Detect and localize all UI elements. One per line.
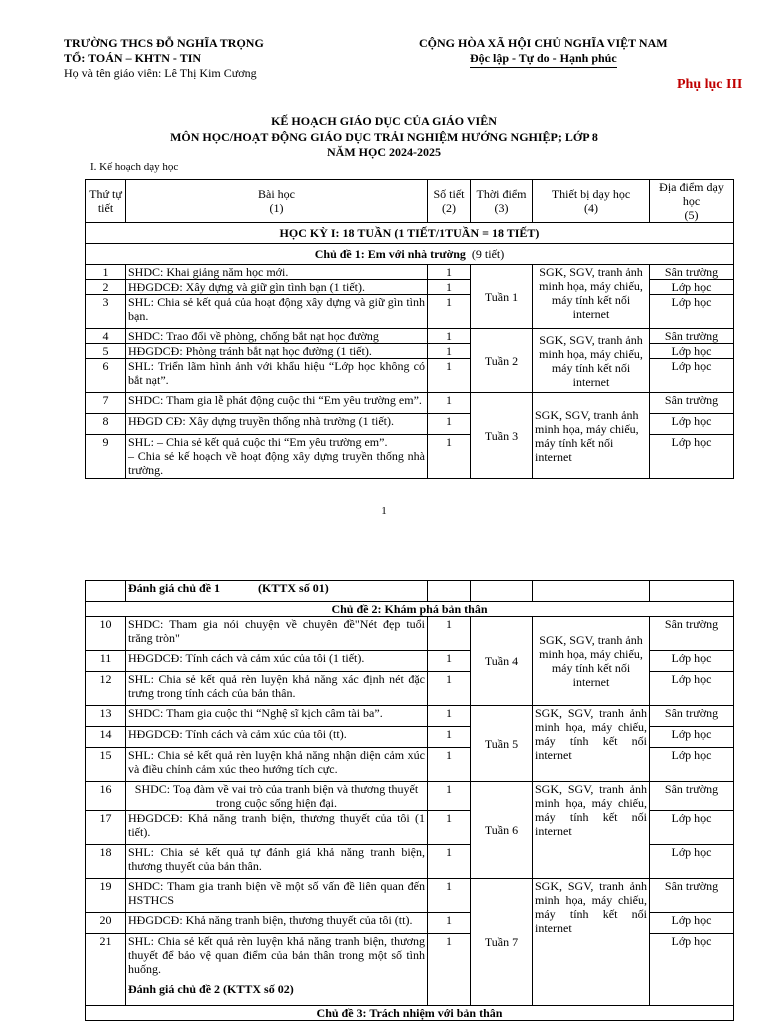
lesson-cell: SHL: – Chia sẻ kết quả cuộc thi “Em yêu trường em”. – Chia sẻ kế hoạch về hoạt động xây dựng truyền thống nhà trường. — [126, 435, 428, 479]
location-cell: Sân trường — [650, 706, 734, 727]
header-order: Thứ tự tiết — [86, 180, 126, 223]
row-number: 5 — [86, 344, 126, 359]
lesson-cell: SHDC: Tham gia lễ phát động cuộc thi “Em yêu trường em”. — [126, 393, 428, 414]
lesson-cell: HĐGDCĐ: Khả năng tranh biện, thương thuyết của tôi (tt). — [126, 913, 428, 934]
lesson-cell: HĐGDCĐ: Tính cách và cảm xúc của tôi (1 tiết). — [126, 651, 428, 672]
week-cell: Tuần 4 — [471, 617, 533, 706]
periods-cell: 1 — [428, 879, 471, 913]
location-cell: Sân trường — [650, 329, 734, 344]
row-number: 21 — [86, 934, 126, 1006]
row-number: 6 — [86, 359, 126, 393]
periods-cell: 1 — [428, 934, 471, 1006]
equipment-cell: SGK, SGV, tranh ảnh minh họa, máy chiếu, máy tính kết nối internet — [533, 329, 650, 393]
lesson-plan-table-page-1 — [85, 179, 734, 479]
table-row — [86, 329, 734, 344]
location-cell: Lớp học — [650, 934, 734, 1006]
periods-cell: 1 — [428, 672, 471, 706]
row-number: 15 — [86, 748, 126, 782]
evaluation-2: Đánh giá chủ đề 2 (KTTX số 02) — [128, 982, 294, 996]
table-row — [86, 879, 734, 913]
location-cell: Sân trường — [650, 617, 734, 651]
appendix-label: Phụ lục III — [677, 77, 743, 92]
topic-1-heading: Chủ đề 1: Em với nhà trường (9 tiết) — [86, 244, 734, 265]
row-number: 13 — [86, 706, 126, 727]
week-cell: Tuần 2 — [471, 329, 533, 393]
school-name: TRƯỜNG THCS ĐỖ NGHĨA TRỌNG — [64, 36, 264, 50]
row-number: 19 — [86, 879, 126, 913]
nation-title: CỘNG HÒA XÃ HỘI CHỦ NGHĨA VIỆT NAM — [419, 36, 668, 50]
school-year: NĂM HỌC 2024-2025 — [327, 145, 441, 159]
periods-cell: 1 — [428, 845, 471, 879]
periods-cell: 1 — [428, 344, 471, 359]
periods-cell: 1 — [428, 280, 471, 295]
location-cell: Lớp học — [650, 748, 734, 782]
lesson-cell: HĐGDCĐ: Phòng tránh bắt nạt học đường (1 tiết). — [126, 344, 428, 359]
periods-cell: 1 — [428, 811, 471, 845]
table-row — [86, 782, 734, 811]
row-number: 9 — [86, 435, 126, 479]
lesson-cell: SHL: Chia sẻ kết quả rèn luyện khả năng tranh biện, thương thuyết để bảo vệ quan điểm của bản thân trong một số tình huống. Đánh giá chủ đề 2 (KTTX số 02) — [126, 934, 428, 1006]
header-time: Thời điểm (3) — [471, 180, 533, 223]
lesson-cell: HĐGDCĐ: Xây dựng và giữ gìn tình bạn (1 tiết). — [126, 280, 428, 295]
table-row — [86, 617, 734, 651]
week-cell: Tuần 7 — [471, 879, 533, 1006]
location-cell: Lớp học — [650, 344, 734, 359]
table-row — [86, 706, 734, 727]
equipment-cell: SGK, SGV, tranh ảnh minh họa, máy chiếu, máy tính kết nối internet — [533, 393, 650, 479]
periods-cell: 1 — [428, 295, 471, 329]
row-number: 18 — [86, 845, 126, 879]
equipment-cell: SGK, SGV, tranh ảnh minh họa, máy chiếu, máy tính kết nối internet — [533, 265, 650, 329]
lesson-plan-table-page-2 — [85, 580, 734, 1021]
location-cell: Sân trường — [650, 879, 734, 913]
evaluation-1-cell: Đánh giá chủ đề 1 (KTTX số 01) — [126, 581, 428, 602]
location-cell: Lớp học — [650, 672, 734, 706]
row-number: 8 — [86, 414, 126, 435]
location-cell: Lớp học — [650, 727, 734, 748]
periods-cell: 1 — [428, 651, 471, 672]
row-number: 11 — [86, 651, 126, 672]
periods-cell: 1 — [428, 265, 471, 280]
evaluation-row — [86, 581, 734, 602]
table-row — [86, 393, 734, 414]
location-cell: Lớp học — [650, 435, 734, 479]
equipment-cell: SGK, SGV, tranh ảnh minh họa, máy chiếu, máy tính kết nối internet — [533, 879, 650, 1006]
location-cell: Sân trường — [650, 393, 734, 414]
lesson-cell: SHL: Chia sẻ kết quả rèn luyện khả năng xác định nét đặc trưng trong tính cách của bản thân. — [126, 672, 428, 706]
location-cell: Lớp học — [650, 280, 734, 295]
header-periods: Số tiết (2) — [428, 180, 471, 223]
lesson-cell: SHDC: Trao đổi về phòng, chống bắt nạt học đường — [126, 329, 428, 344]
location-cell: Sân trường — [650, 782, 734, 811]
periods-cell: 1 — [428, 617, 471, 651]
lesson-cell: SHL: Chia sẻ kết quả tự đánh giá khả năng tranh biện, thương thuyết của bản thân. — [126, 845, 428, 879]
lesson-cell: SHL: Chia sẻ kết quả rèn luyện khả năng nhận diện cảm xúc và điều chỉnh cảm xúc theo hướng tích cực. — [126, 748, 428, 782]
department-name: TỔ: TOÁN – KHTN - TIN — [64, 51, 202, 65]
header-equipment: Thiết bị dạy học (4) — [533, 180, 650, 223]
teacher-name: Họ và tên giáo viên: Lê Thị Kim Cương — [64, 66, 257, 80]
plan-title: KẾ HOẠCH GIÁO DỤC CỦA GIÁO VIÊN — [271, 114, 497, 128]
table-row — [86, 265, 734, 280]
week-cell: Tuần 5 — [471, 706, 533, 782]
lesson-cell: SHDC: Khai giảng năm học mới. — [126, 265, 428, 280]
lesson-cell: SHDC: Tham gia nói chuyện về chuyên đề"Nét đẹp tuổi trăng tròn" — [126, 617, 428, 651]
section-label: I. Kế hoạch dạy học — [90, 161, 179, 173]
periods-cell: 1 — [428, 913, 471, 934]
lesson-cell: SHDC: Toạ đàm về vai trò của tranh biện và thương thuyết trong cuộc sống hiện đại. — [126, 782, 428, 811]
lesson-cell: SHL: Triển lãm hình ảnh với khẩu hiệu “Lớp học không có bắt nạt”. — [126, 359, 428, 393]
row-number: 17 — [86, 811, 126, 845]
periods-cell: 1 — [428, 359, 471, 393]
week-cell: Tuần 3 — [471, 393, 533, 479]
equipment-cell: SGK, SGV, tranh ảnh minh họa, máy chiếu, máy tính kết nối internet — [533, 617, 650, 706]
row-number: 2 — [86, 280, 126, 295]
location-cell: Lớp học — [650, 845, 734, 879]
location-cell: Sân trường — [650, 265, 734, 280]
header-lesson: Bài học (1) — [126, 180, 428, 223]
row-number: 12 — [86, 672, 126, 706]
semester-heading: HỌC KỲ I: 18 TUẦN (1 TIẾT/1TUẦN = 18 TIẾT) — [86, 223, 734, 244]
week-cell: Tuần 1 — [471, 265, 533, 329]
row-number: 3 — [86, 295, 126, 329]
row-number: 10 — [86, 617, 126, 651]
row-number: 20 — [86, 913, 126, 934]
row-number: 1 — [86, 265, 126, 280]
equipment-cell: SGK, SGV, tranh ảnh minh họa, máy chiếu, máy tính kết nối internet — [533, 706, 650, 782]
lesson-cell: HĐGDCĐ: Khả năng tranh biện, thương thuyết của tôi (1 tiết). — [126, 811, 428, 845]
periods-cell: 1 — [428, 329, 471, 344]
periods-cell: 1 — [428, 706, 471, 727]
location-cell: Lớp học — [650, 913, 734, 934]
periods-cell: 1 — [428, 414, 471, 435]
lesson-cell: HĐGDCĐ: Tính cách và cảm xúc của tôi (tt). — [126, 727, 428, 748]
lesson-cell: SHDC: Tham gia cuộc thi “Nghệ sĩ kịch câm tài ba”. — [126, 706, 428, 727]
periods-cell: 1 — [428, 727, 471, 748]
topic-2-heading: Chủ đề 2: Khám phá bản thân — [86, 602, 734, 617]
week-cell: Tuần 6 — [471, 782, 533, 879]
location-cell: Lớp học — [650, 651, 734, 672]
plan-subtitle: MÔN HỌC/HOẠT ĐỘNG GIÁO DỤC TRẢI NGHIỆM HƯỚNG NGHIỆP; LỚP 8 — [170, 130, 598, 144]
row-number: 4 — [86, 329, 126, 344]
lesson-cell: SHL: Chia sẻ kết quả của hoạt động xây dựng và giữ gìn tình bạn. — [126, 295, 428, 329]
table-header-row — [86, 180, 734, 223]
lesson-cell: HĐGD CĐ: Xây dựng truyền thống nhà trường (1 tiết). — [126, 414, 428, 435]
periods-cell: 1 — [428, 748, 471, 782]
row-number: 7 — [86, 393, 126, 414]
periods-cell: 1 — [428, 393, 471, 414]
page-number: 1 — [381, 505, 387, 517]
lesson-cell: SHDC: Tham gia tranh biện về một số vấn đề liên quan đến HSTHCS — [126, 879, 428, 913]
nation-motto: Độc lập - Tự do - Hạnh phúc — [470, 51, 617, 68]
equipment-cell: SGK, SGV, tranh ảnh minh họa, máy chiếu, máy tính kết nối internet — [533, 782, 650, 879]
row-number: 16 — [86, 782, 126, 811]
header-location: Địa điểm dạy học (5) — [650, 180, 734, 223]
row-number: 14 — [86, 727, 126, 748]
periods-cell: 1 — [428, 782, 471, 811]
location-cell: Lớp học — [650, 811, 734, 845]
location-cell: Lớp học — [650, 295, 734, 329]
location-cell: Lớp học — [650, 414, 734, 435]
periods-cell: 1 — [428, 435, 471, 479]
location-cell: Lớp học — [650, 359, 734, 393]
topic-3-heading: Chủ đề 3: Trách nhiệm với bản thân — [86, 1006, 734, 1021]
